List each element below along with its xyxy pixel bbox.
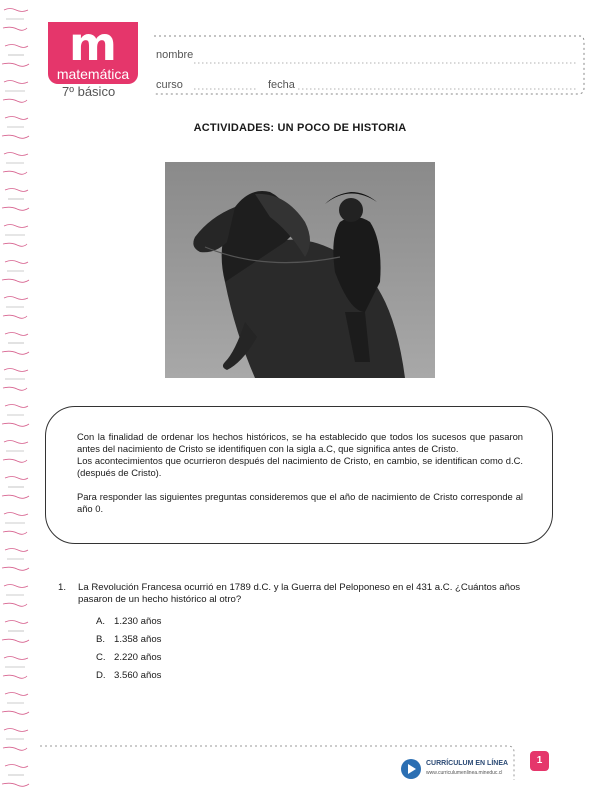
brand-line-1: CURRÍCULUM EN LÍNEA [426,760,509,767]
option-text: 3.560 años [114,670,162,681]
option-text: 2.220 años [114,652,162,663]
option-d[interactable] [96,670,161,681]
page-title: ACTIVIDADES: UN POCO DE HISTORIA [193,122,407,134]
option-text: 1.230 años [114,616,162,627]
info-box [45,406,553,544]
page-number: 1 [530,751,549,771]
grade-label: 7º básico [62,84,116,99]
option-letter: A. [96,616,106,627]
info-paragraph-3: Para responder las siguientes preguntas consideremos que el año de nacimiento de Cristo corresponde al año 0. [77,491,523,514]
name-field-label: nombre [156,49,194,61]
info-paragraph-2: Los acontecimientos que ocurrieron después del nacimiento de Cristo, en cambio, se identifican como d.C. (después de Cristo). [77,455,523,478]
course-field-label: curso [156,79,183,91]
statue-photo [165,162,435,378]
question-text: La Revolución Francesa ocurrió en 1789 d.C. y la Guerra del Peloponeso en el 431 a.C. ¿Cuántos años pasaron de un hecho histórico al otro? [78,582,521,605]
option-a[interactable] [96,616,161,627]
logo-subject: matemática [56,66,130,82]
option-text: 1.358 años [114,634,162,645]
option-b[interactable] [96,634,161,645]
subject-logo [48,17,138,84]
option-letter: C. [96,652,106,663]
logo-letter: m [69,17,117,71]
curriculum-logo [400,756,510,782]
question-number: 1. [58,582,67,593]
decorative-margin [0,0,34,800]
question-1 [58,582,556,606]
info-paragraph-1: Con la finalidad de ordenar los hechos históricos, se ha establecido que todos los sucesos que pasaron antes del nacimiento de Cristo se identifiquen con la sigla a.C, que significa antes de Cristo. [77,431,523,454]
play-icon [400,758,422,780]
option-c[interactable] [96,652,161,663]
brand-line-2: www.curriculumenlinea.mineduc.cl [426,770,503,776]
date-field-label: fecha [268,79,295,91]
option-letter: D. [96,670,106,681]
header-frame [148,34,586,96]
option-letter: B. [96,634,106,645]
